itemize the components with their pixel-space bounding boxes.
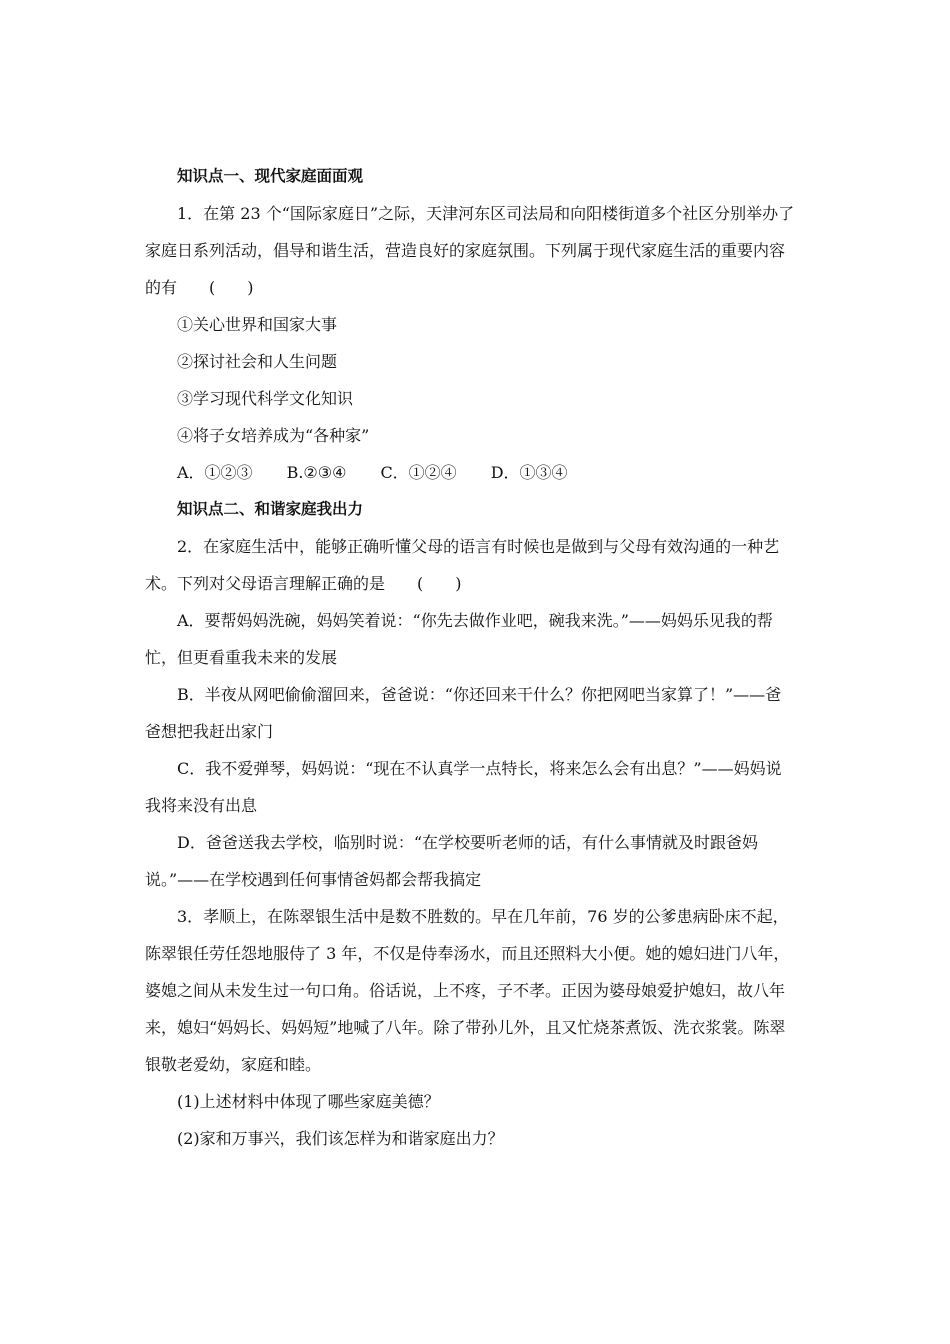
q2-option-d-line-1: D．爸爸送我去学校，临别时说：“在学校要听老师的话，有什么事情就及时跟爸妈 [177, 833, 759, 852]
q1-option-a: A．①②③ [177, 463, 253, 482]
q2-option-b-line-2: 爸想把我赶出家门 [145, 722, 274, 741]
q2-option-c-line-1: C．我不爱弹琴，妈妈说：“现在不认真学一点特长，将来怎么会有出息？”——妈妈说 [177, 759, 782, 778]
q2-option-b-line-1: B．半夜从网吧偷偷溜回来，爸爸说：“你还回来干什么？你把网吧当家算了！”——爸 [177, 685, 782, 704]
q3-line-5: 银敬老爱幼，家庭和睦。 [145, 1055, 322, 1074]
q2-option-c-line-2: 我将来没有出息 [145, 796, 258, 815]
q1-item-4: ④将子女培养成为“各种家” [177, 426, 370, 445]
q3-line-3: 婆媳之间从未发生过一句口角。俗话说，上不疼，子不孝。正因为婆母娘爱护媳妇，故八年 [145, 981, 786, 1000]
q1-option-d: D．①③④ [490, 463, 568, 482]
q2-option-d-line-2: 说。”——在学校遇到任何事情爸妈都会帮我搞定 [145, 870, 482, 889]
q1-option-b: B.②③④ [286, 463, 347, 482]
q3-line-4: 来，媳妇“妈妈长、妈妈短”地喊了八年。除了带孙儿外，且又忙烧茶煮饭、洗衣浆裳。陈翠 [145, 1018, 786, 1037]
q1-line-1: 1．在第 23 个“国际家庭日”之际，天津河东区司法局和向阳楼街道多个社区分别举办了 [177, 204, 795, 223]
q3-line-2: 陈翠银任劳任怨地服侍了 3 年，不仅是侍奉汤水，而且还照料大小便。她的媳妇进门八年， [145, 944, 790, 963]
q1-item-3: ③学习现代科学文化知识 [177, 389, 354, 408]
section-1-heading: 知识点一、现代家庭面面观 [177, 167, 364, 185]
q3-line-1: 3．孝顺上，在陈翠银生活中是数不胜数的。早在几年前，76 岁的公爹患病卧床不起， [177, 907, 789, 926]
q1-option-c: C．①②④ [380, 463, 457, 482]
q1-line-2: 家庭日系列活动，倡导和谐生活，营造良好的家庭氛围。下列属于现代家庭生活的重要内容 [145, 241, 786, 260]
q1-item-1: ①关心世界和国家大事 [177, 315, 338, 334]
q2-option-a-line-2: 忙，但更看重我未来的发展 [145, 648, 338, 667]
section-2-heading: 知识点二、和谐家庭我出力 [177, 500, 364, 518]
q1-line-3: 的有 ( ) [145, 278, 254, 297]
document-body [145, 158, 810, 1157]
q3-sub-question-1: (1)上述材料中体现了哪些家庭美德？ [177, 1092, 440, 1111]
q1-options [145, 454, 810, 491]
q2-option-a-line-1: A．要帮妈妈洗碗，妈妈笑着说：“你先去做作业吧，碗我来洗。”——妈妈乐见我的帮 [177, 611, 773, 630]
q2-line-2: 术。下列对父母语言理解正确的是 ( ) [145, 574, 462, 593]
q2-line-1: 2．在家庭生活中，能够正确听懂父母的语言有时候也是做到与父母有效沟通的一种艺 [177, 537, 780, 556]
q3-sub-question-2: (2)家和万事兴，我们该怎样为和谐家庭出力？ [177, 1129, 504, 1148]
q1-item-2: ②探讨社会和人生问题 [177, 352, 338, 371]
